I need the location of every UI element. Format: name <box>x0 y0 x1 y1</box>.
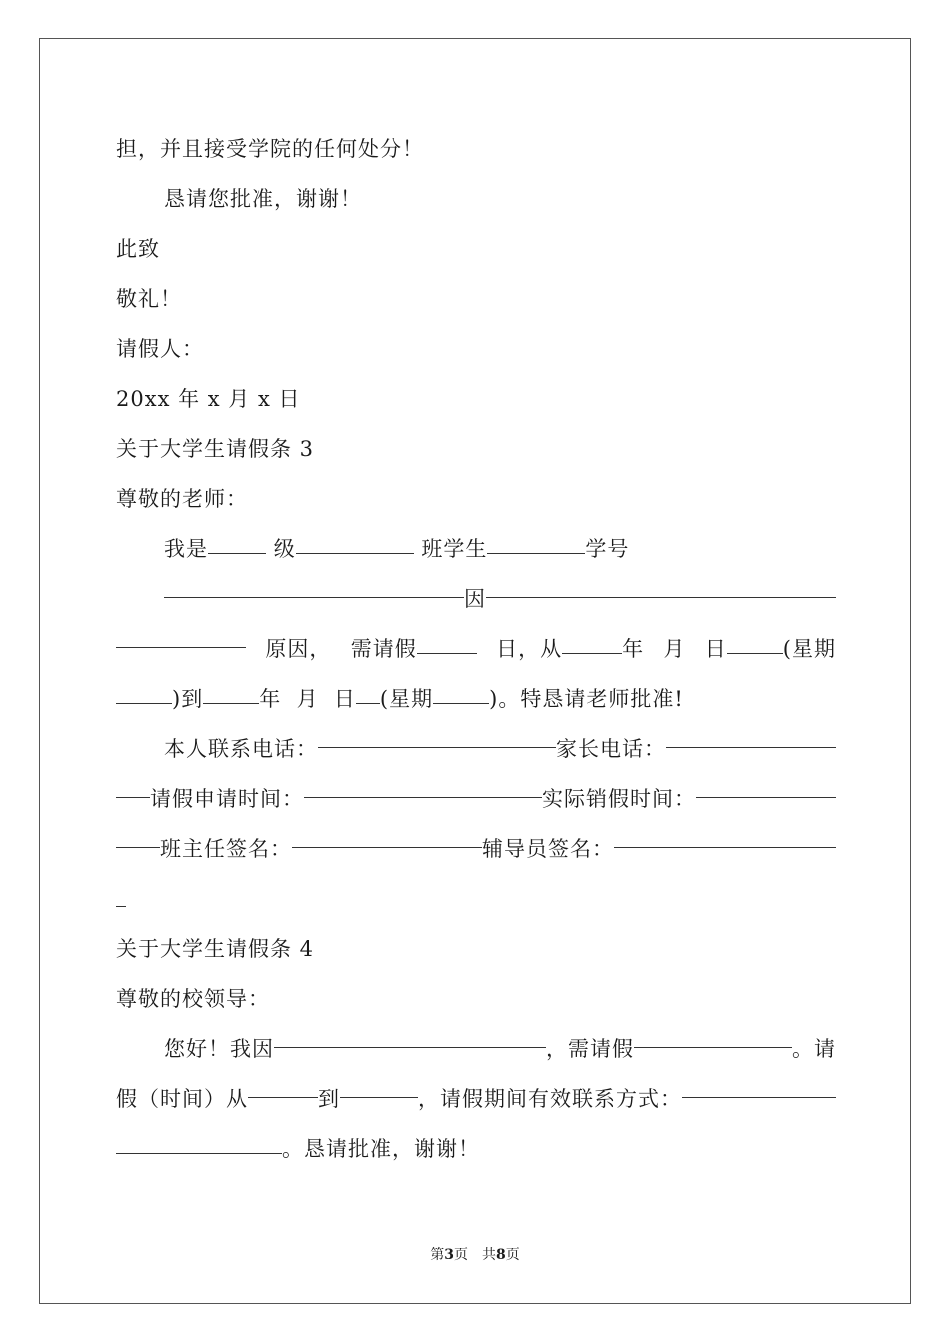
footer-text: 页 <box>505 1247 520 1263</box>
closing-text: 敬礼！ <box>116 287 182 311</box>
text-line <box>116 1024 836 1074</box>
form-text: 您好！我因 <box>164 1037 274 1061</box>
form-text: 因 <box>464 587 486 611</box>
text-line <box>116 724 836 774</box>
fill-blank <box>116 646 246 648</box>
fill-blank <box>562 652 622 654</box>
form-text: )到 <box>172 687 204 711</box>
text-line <box>116 274 836 324</box>
text-line <box>116 1074 836 1124</box>
text-line <box>116 124 836 174</box>
paragraph-text: 担，并且接受学院的任何处分！ <box>116 137 424 161</box>
form-label: 请假申请时间： <box>150 787 304 811</box>
form-text: 月 <box>663 637 686 661</box>
text-line <box>116 474 836 524</box>
fill-blank <box>208 552 266 554</box>
footer-text: 共 <box>482 1247 496 1263</box>
form-text: 。恳请批准，谢谢！ <box>282 1137 480 1161</box>
form-text: (星期 <box>379 687 434 711</box>
fill-blank <box>634 1046 792 1048</box>
fill-blank <box>296 552 414 554</box>
form-text: ，请假期间有效联系方式： <box>418 1087 682 1111</box>
section-title: 关于大学生请假条 4 <box>116 937 315 961</box>
fill-blank <box>318 746 556 748</box>
form-label: 家长电话： <box>556 737 666 761</box>
text-line <box>116 524 836 574</box>
fill-blank <box>666 746 836 748</box>
footer-text: 页 <box>454 1247 468 1263</box>
text-line <box>116 424 836 474</box>
fill-blank <box>356 702 380 704</box>
paragraph-text: 恳请您批准，谢谢！ <box>164 187 362 211</box>
text-line <box>116 224 836 274</box>
form-text: (星期 <box>782 637 836 661</box>
form-label: 实际销假时间： <box>542 787 696 811</box>
fill-blank <box>433 702 489 704</box>
form-text: 原因， <box>265 637 332 661</box>
text-line <box>116 374 836 424</box>
text-line <box>116 774 836 824</box>
fill-blank <box>340 1096 418 1098</box>
text-line <box>116 924 836 974</box>
form-text: 月 <box>296 687 319 711</box>
text-line <box>116 174 836 224</box>
form-label: 本人联系电话： <box>164 737 318 761</box>
form-text: 年 <box>622 637 645 661</box>
form-text: 日 <box>704 637 727 661</box>
form-text: 我是 <box>164 537 208 561</box>
salutation: 尊敬的校领导： <box>116 987 270 1011</box>
fill-blank <box>203 702 259 704</box>
text-line <box>116 1124 836 1174</box>
form-text: 。请 <box>792 1037 836 1061</box>
form-text: 级 <box>273 537 296 561</box>
text-line <box>116 874 836 924</box>
text-line <box>116 324 836 374</box>
form-text: 需请假 <box>350 637 417 661</box>
fill-blank <box>116 1152 282 1154</box>
form-label: 班主任签名： <box>160 837 292 861</box>
fill-blank <box>696 796 836 798</box>
closing-text: 此致 <box>116 237 160 261</box>
form-text: 假（时间）从 <box>116 1087 248 1111</box>
text-line <box>116 624 836 674</box>
form-text: ，需请假 <box>546 1037 634 1061</box>
text-line <box>116 824 836 874</box>
fill-blank <box>417 652 477 654</box>
page-number: 3 <box>444 1247 454 1263</box>
date-text: 20xx 年 x 月 x 日 <box>116 387 301 411</box>
fill-blank <box>274 1046 546 1048</box>
total-pages: 8 <box>496 1247 506 1263</box>
form-text: 年 <box>259 687 282 711</box>
fill-blank <box>304 796 542 798</box>
form-text: 学号 <box>585 537 630 561</box>
fill-blank <box>487 552 585 554</box>
text-line <box>116 574 836 624</box>
salutation: 尊敬的老师： <box>116 487 248 511</box>
text-line <box>116 674 836 724</box>
section-title: 关于大学生请假条 3 <box>116 437 315 461</box>
fill-blank <box>116 702 172 704</box>
footer-text: 第 <box>430 1247 445 1263</box>
form-label: 辅导员签名： <box>482 837 614 861</box>
fill-blank <box>292 846 482 848</box>
document-body <box>116 124 836 1174</box>
fill-blank <box>116 796 150 798</box>
fill-blank <box>116 906 126 907</box>
fill-blank <box>682 1096 836 1098</box>
text-line <box>116 974 836 1024</box>
fill-blank <box>727 652 783 654</box>
form-text: 到 <box>318 1087 340 1111</box>
form-text: 日 <box>333 687 356 711</box>
fill-blank <box>248 1096 318 1098</box>
form-text: )。特恳请老师批准! <box>489 687 684 711</box>
form-text: 日，从 <box>496 637 563 661</box>
page-footer <box>0 1244 950 1264</box>
fill-blank <box>164 596 464 598</box>
fill-blank <box>116 846 160 848</box>
fill-blank <box>486 596 836 598</box>
form-text: 班学生 <box>421 537 488 561</box>
fill-blank <box>614 846 836 848</box>
signer-label: 请假人： <box>116 337 204 361</box>
